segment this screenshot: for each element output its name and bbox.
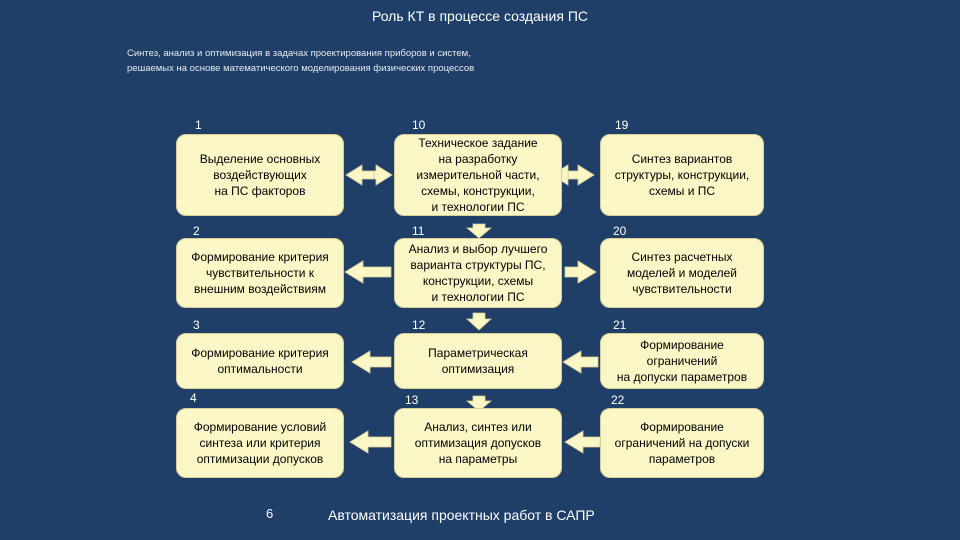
- step-number-22: 22: [611, 393, 625, 407]
- step-number-19: 19: [615, 118, 629, 132]
- box-line: Анализ, синтез или: [424, 420, 532, 434]
- box-line: Синтез расчетных: [631, 250, 733, 264]
- box-step-20: [600, 238, 764, 308]
- step-number-2: 2: [193, 224, 200, 238]
- box-line: оптимизация: [441, 362, 515, 376]
- box-line: Формирование критерия: [191, 346, 329, 360]
- box-step-10: [394, 134, 562, 216]
- box-line: чувствительности к: [205, 266, 315, 280]
- box-line: Техническое задание: [418, 136, 538, 150]
- box-line: Формирование: [640, 420, 724, 434]
- box-line: на разработку: [438, 152, 518, 166]
- box-line: внешним воздействиям: [194, 282, 326, 296]
- box-line: структуры, конструкции,: [614, 168, 750, 182]
- box-line: на допуски параметров: [616, 370, 748, 384]
- step-number-3: 3: [193, 318, 200, 332]
- double-arrow: [346, 165, 374, 185]
- box-line: Синтез вариантов: [631, 152, 733, 166]
- footer-caption: Автоматизация проектных работ в САПР: [328, 507, 595, 523]
- subtitle-line: Синтез, анализ и оптимизация в задачах проектирования приборов и систем,: [127, 48, 471, 59]
- box-line: Формирование: [640, 338, 724, 352]
- box-line: оптимальности: [217, 362, 303, 376]
- left-arrow: [345, 261, 391, 283]
- box-line: чувствительности: [632, 282, 732, 296]
- box-line: Формирование условий: [193, 420, 327, 434]
- double-arrow: [374, 165, 392, 185]
- box-step-12: [394, 333, 562, 389]
- down-arrow: [467, 313, 491, 330]
- page-number: 6: [266, 506, 274, 521]
- left-arrow: [565, 431, 600, 453]
- box-line: ограничений на допуски: [614, 436, 750, 450]
- box-step-4: [176, 408, 344, 478]
- box-step-22: [600, 408, 764, 478]
- step-number-4: 4: [190, 391, 197, 405]
- box-line: Анализ и выбор лучшего: [408, 242, 548, 256]
- box-line: и технологии ПС: [431, 290, 525, 304]
- subtitle-line: решаемых на основе математического моделирования физических процессов: [127, 63, 475, 74]
- box-line: варианта структуры ПС,: [410, 258, 546, 272]
- step-number-12: 12: [412, 318, 426, 332]
- box-line: схемы и ПС: [648, 184, 716, 198]
- box-line: параметров: [648, 452, 716, 466]
- step-number-10: 10: [412, 118, 426, 132]
- box-step-21: [600, 333, 764, 389]
- box-line: на ПС факторов: [214, 184, 306, 198]
- box-line: конструкции, схемы: [422, 274, 534, 288]
- step-number-13: 13: [405, 393, 419, 407]
- box-line: схемы, конструкции,: [421, 184, 535, 198]
- step-number-20: 20: [613, 224, 627, 238]
- left-arrow: [352, 351, 391, 373]
- step-number-21: 21: [613, 318, 627, 332]
- down-arrow: [467, 224, 491, 238]
- box-line: и технологии ПС: [431, 200, 525, 214]
- right-arrow: [565, 261, 596, 283]
- box-line: воздействующих: [213, 168, 307, 182]
- box-step-1: [176, 134, 344, 216]
- step-number-1: 1: [195, 118, 202, 132]
- box-step-13: [394, 408, 562, 478]
- box-line: синтеза или критерия: [199, 436, 321, 450]
- box-line: на параметры: [438, 452, 518, 466]
- double-arrow: [568, 165, 594, 185]
- box-line: Параметрическая: [428, 346, 528, 360]
- box-line: оптимизации допусков: [196, 452, 324, 466]
- box-step-3: [176, 333, 344, 389]
- box-line: Выделение основных: [199, 152, 321, 166]
- box-step-2: [176, 238, 344, 308]
- step-number-11: 11: [412, 224, 425, 238]
- left-arrow: [563, 351, 598, 373]
- box-line: измерительной части,: [416, 168, 540, 182]
- box-line: ограничений: [646, 354, 718, 368]
- slide-title: Роль КТ в процессе создания ПС: [371, 8, 588, 24]
- box-line: моделей и моделей: [626, 266, 737, 280]
- box-step-11: [394, 238, 562, 308]
- box-step-19: [600, 134, 764, 216]
- box-line: оптимизация допусков: [414, 436, 542, 450]
- left-arrow: [350, 431, 391, 453]
- box-line: Формирование критерия: [191, 250, 329, 264]
